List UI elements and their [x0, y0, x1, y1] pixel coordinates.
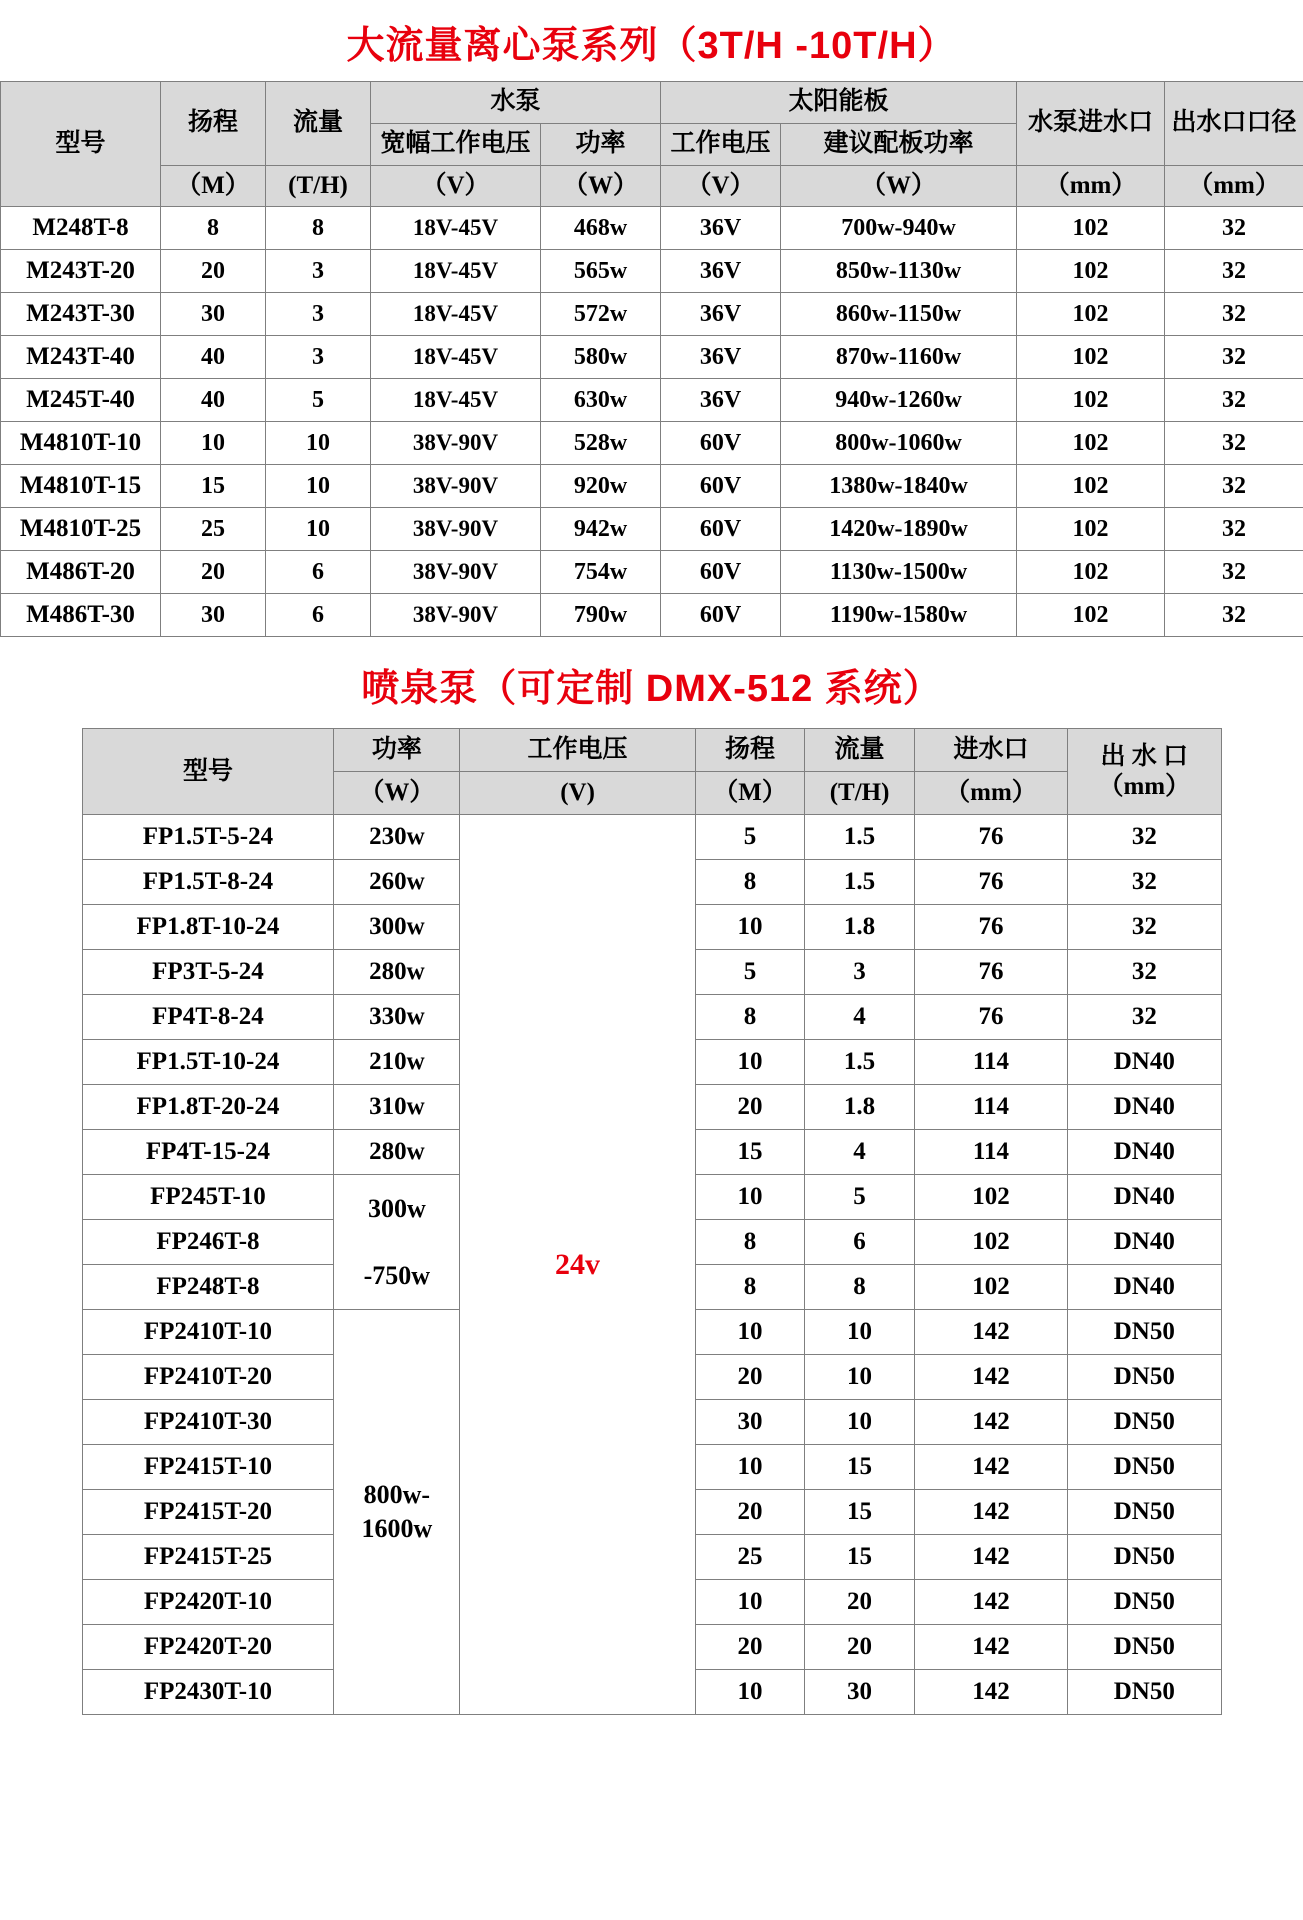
cell-power: 260w — [334, 860, 460, 905]
cell-inlet: 76 — [914, 860, 1067, 905]
table-two-header — [82, 729, 1221, 815]
cell-wide-voltage: 38V-90V — [371, 422, 541, 465]
cell-flow: 10 — [805, 1310, 915, 1355]
table-row — [1, 508, 1303, 551]
cell-inlet: 102 — [1017, 250, 1165, 293]
cell-power: 210w — [334, 1040, 460, 1085]
cell-wide-voltage: 38V-90V — [371, 508, 541, 551]
cell-power: 300w — [334, 905, 460, 950]
unit-head-2: （M） — [695, 772, 805, 815]
table-one-header — [1, 82, 1303, 207]
cell-head: 15 — [695, 1130, 805, 1175]
cell-inlet: 102 — [1017, 293, 1165, 336]
cell-flow: 3 — [266, 250, 371, 293]
col-voltage-2: 工作电压 — [460, 729, 695, 772]
cell-model: FP1.8T-10-24 — [82, 905, 334, 950]
cell-flow: 1.5 — [805, 815, 915, 860]
cell-outlet: 32 — [1068, 995, 1221, 1040]
cell-head: 10 — [695, 1580, 805, 1625]
cell-inlet: 142 — [914, 1400, 1067, 1445]
cell-head: 8 — [695, 1265, 805, 1310]
cell-power-group-2: 800w- 1600w — [334, 1310, 460, 1715]
col-head: 扬程 — [161, 82, 266, 166]
cell-outlet: 32 — [1068, 815, 1221, 860]
cell-outlet: 32 — [1165, 551, 1303, 594]
cell-work-voltage: 60V — [661, 508, 781, 551]
cell-power: 580w — [541, 336, 661, 379]
cell-head: 20 — [161, 250, 266, 293]
cell-flow: 6 — [266, 551, 371, 594]
cell-wide-voltage: 38V-90V — [371, 594, 541, 637]
cell-head: 25 — [161, 508, 266, 551]
cell-flow: 1.5 — [805, 860, 915, 905]
header-main-row — [82, 729, 1221, 772]
unit-wide-voltage: （V） — [371, 165, 541, 207]
cell-inlet: 142 — [914, 1580, 1067, 1625]
group-pump: 水泵 — [371, 82, 661, 124]
cell-outlet: DN50 — [1068, 1580, 1221, 1625]
section1-title: 大流量离心泵系列（3T/H -10T/H） — [346, 25, 957, 67]
cell-panel-power: 1190w-1580w — [781, 594, 1017, 637]
cell-outlet: 32 — [1165, 465, 1303, 508]
unit-power: （W） — [541, 165, 661, 207]
cell-head: 5 — [695, 950, 805, 995]
table-row — [1, 465, 1303, 508]
cell-work-voltage: 60V — [661, 594, 781, 637]
cell-flow: 4 — [805, 1130, 915, 1175]
col-model: 型号 — [1, 82, 161, 207]
cell-model: FP1.5T-10-24 — [82, 1040, 334, 1085]
cell-flow: 8 — [805, 1265, 915, 1310]
cell-flow: 1.8 — [805, 1085, 915, 1130]
cell-model: M248T-8 — [1, 207, 161, 250]
cell-panel-power: 870w-1160w — [781, 336, 1017, 379]
cell-head: 8 — [695, 1220, 805, 1265]
cell-flow: 3 — [805, 950, 915, 995]
cell-power: 790w — [541, 594, 661, 637]
col-power-2: 功率 — [334, 729, 460, 772]
cell-outlet: DN50 — [1068, 1400, 1221, 1445]
cell-flow: 20 — [805, 1625, 915, 1670]
cell-work-voltage: 60V — [661, 465, 781, 508]
cell-outlet: 32 — [1165, 422, 1303, 465]
cell-flow: 8 — [266, 207, 371, 250]
cell-power: 280w — [334, 1130, 460, 1175]
cell-outlet: 32 — [1165, 293, 1303, 336]
unit-flow: (T/H) — [266, 165, 371, 207]
col-outlet: 出水口口径 — [1165, 82, 1303, 166]
cell-power: 572w — [541, 293, 661, 336]
cell-head: 10 — [695, 1040, 805, 1085]
cell-head: 30 — [161, 293, 266, 336]
cell-panel-power: 800w-1060w — [781, 422, 1017, 465]
cell-inlet: 102 — [1017, 207, 1165, 250]
col-panel-power: 建议配板功率 — [781, 123, 1017, 165]
cell-wide-voltage: 18V-45V — [371, 336, 541, 379]
cell-panel-power: 850w-1130w — [781, 250, 1017, 293]
unit-power-2: （W） — [334, 772, 460, 815]
cell-work-voltage: 36V — [661, 336, 781, 379]
centrifugal-pump-table — [0, 81, 1303, 637]
col-inlet-2: 进水口 — [914, 729, 1067, 772]
cell-outlet: 32 — [1165, 508, 1303, 551]
cell-flow: 5 — [266, 379, 371, 422]
cell-model: FP2415T-10 — [82, 1445, 334, 1490]
col-model-2: 型号 — [82, 729, 334, 815]
cell-inlet: 102 — [1017, 465, 1165, 508]
unit-head: （M） — [161, 165, 266, 207]
col-power: 功率 — [541, 123, 661, 165]
cell-model: M243T-40 — [1, 336, 161, 379]
cell-head: 20 — [695, 1085, 805, 1130]
col-flow: 流量 — [266, 82, 371, 166]
cell-head: 30 — [695, 1400, 805, 1445]
cell-model: FP4T-8-24 — [82, 995, 334, 1040]
table-row — [1, 379, 1303, 422]
cell-model: FP2410T-10 — [82, 1310, 334, 1355]
cell-inlet: 102 — [1017, 508, 1165, 551]
cell-voltage-merged: 24v — [460, 815, 695, 1715]
table-two-body — [82, 815, 1221, 1715]
cell-outlet: DN50 — [1068, 1490, 1221, 1535]
section2-title: 喷泉泵（可定制 DMX-512 系统） — [361, 668, 942, 711]
table-row — [1, 207, 1303, 250]
cell-inlet: 102 — [914, 1220, 1067, 1265]
cell-model: FP3T-5-24 — [82, 950, 334, 995]
cell-model: M4810T-15 — [1, 465, 161, 508]
cell-flow: 30 — [805, 1670, 915, 1715]
cell-power: 280w — [334, 950, 460, 995]
cell-work-voltage: 60V — [661, 551, 781, 594]
cell-inlet: 142 — [914, 1625, 1067, 1670]
cell-outlet: 32 — [1165, 250, 1303, 293]
cell-flow: 15 — [805, 1535, 915, 1580]
cell-flow: 3 — [266, 293, 371, 336]
cell-wide-voltage: 18V-45V — [371, 293, 541, 336]
table-row — [1, 336, 1303, 379]
unit-inlet-2: （mm） — [914, 772, 1067, 815]
cell-outlet: DN50 — [1068, 1355, 1221, 1400]
cell-model: FP2420T-20 — [82, 1625, 334, 1670]
cell-flow: 3 — [266, 336, 371, 379]
cell-power: 630w — [541, 379, 661, 422]
cell-inlet: 142 — [914, 1310, 1067, 1355]
table-row — [1, 250, 1303, 293]
cell-flow: 10 — [805, 1400, 915, 1445]
cell-head: 40 — [161, 379, 266, 422]
cell-model: M4810T-10 — [1, 422, 161, 465]
cell-flow: 10 — [266, 465, 371, 508]
cell-model: M243T-20 — [1, 250, 161, 293]
cell-flow: 10 — [805, 1355, 915, 1400]
table-row — [82, 815, 1221, 860]
cell-inlet: 142 — [914, 1535, 1067, 1580]
cell-panel-power: 860w-1150w — [781, 293, 1017, 336]
cell-outlet: DN40 — [1068, 1265, 1221, 1310]
cell-panel-power: 1130w-1500w — [781, 551, 1017, 594]
cell-model: M4810T-25 — [1, 508, 161, 551]
cell-inlet: 102 — [1017, 594, 1165, 637]
cell-head: 20 — [161, 551, 266, 594]
cell-inlet: 102 — [1017, 379, 1165, 422]
cell-flow: 1.5 — [805, 1040, 915, 1085]
cell-head: 15 — [161, 465, 266, 508]
cell-wide-voltage: 18V-45V — [371, 379, 541, 422]
cell-model: M243T-30 — [1, 293, 161, 336]
cell-inlet: 102 — [1017, 422, 1165, 465]
cell-model: FP2430T-10 — [82, 1670, 334, 1715]
col-inlet: 水泵进水口 — [1017, 82, 1165, 166]
cell-head: 20 — [695, 1355, 805, 1400]
cell-model: FP245T-10 — [82, 1175, 334, 1220]
cell-flow: 10 — [266, 422, 371, 465]
unit-voltage-2: (V) — [460, 772, 695, 815]
unit-outlet: （mm） — [1165, 165, 1303, 207]
cell-power: 230w — [334, 815, 460, 860]
cell-model: M245T-40 — [1, 379, 161, 422]
col-head-2: 扬程 — [695, 729, 805, 772]
cell-outlet: DN40 — [1068, 1175, 1221, 1220]
header-group-row — [1, 82, 1303, 124]
cell-model: M486T-30 — [1, 594, 161, 637]
cell-model: FP1.5T-8-24 — [82, 860, 334, 905]
cell-inlet: 102 — [914, 1265, 1067, 1310]
cell-power: 310w — [334, 1085, 460, 1130]
cell-outlet: DN50 — [1068, 1310, 1221, 1355]
cell-head: 8 — [695, 860, 805, 905]
cell-outlet: 32 — [1068, 905, 1221, 950]
cell-inlet: 142 — [914, 1445, 1067, 1490]
cell-flow: 5 — [805, 1175, 915, 1220]
col-flow-2: 流量 — [805, 729, 915, 772]
cell-head: 5 — [695, 815, 805, 860]
table-row — [1, 551, 1303, 594]
cell-model: FP2415T-25 — [82, 1535, 334, 1580]
cell-panel-power: 1380w-1840w — [781, 465, 1017, 508]
cell-outlet: DN40 — [1068, 1130, 1221, 1175]
cell-power: 565w — [541, 250, 661, 293]
unit-panel-power: （W） — [781, 165, 1017, 207]
cell-inlet: 114 — [914, 1130, 1067, 1175]
cell-power: 468w — [541, 207, 661, 250]
cell-wide-voltage: 18V-45V — [371, 207, 541, 250]
table-row — [1, 422, 1303, 465]
cell-model: FP1.5T-5-24 — [82, 815, 334, 860]
table-row — [1, 594, 1303, 637]
cell-head: 30 — [161, 594, 266, 637]
cell-model: M486T-20 — [1, 551, 161, 594]
cell-head: 10 — [695, 1310, 805, 1355]
cell-inlet: 142 — [914, 1490, 1067, 1535]
cell-head: 20 — [695, 1625, 805, 1670]
cell-model: FP2410T-30 — [82, 1400, 334, 1445]
cell-inlet: 102 — [1017, 551, 1165, 594]
cell-inlet: 76 — [914, 950, 1067, 995]
cell-model: FP2410T-20 — [82, 1355, 334, 1400]
cell-head: 10 — [161, 422, 266, 465]
cell-inlet: 142 — [914, 1670, 1067, 1715]
cell-flow: 6 — [266, 594, 371, 637]
col-work-voltage: 工作电压 — [661, 123, 781, 165]
cell-inlet: 114 — [914, 1085, 1067, 1130]
cell-outlet: 32 — [1068, 950, 1221, 995]
cell-flow: 15 — [805, 1445, 915, 1490]
cell-power: 330w — [334, 995, 460, 1040]
cell-work-voltage: 36V — [661, 293, 781, 336]
cell-outlet: DN50 — [1068, 1625, 1221, 1670]
cell-outlet: DN50 — [1068, 1670, 1221, 1715]
cell-wide-voltage: 38V-90V — [371, 551, 541, 594]
col-outlet-2: 出 水 口（mm） — [1068, 729, 1221, 815]
cell-panel-power: 940w-1260w — [781, 379, 1017, 422]
cell-outlet: 32 — [1165, 336, 1303, 379]
cell-inlet: 142 — [914, 1355, 1067, 1400]
cell-outlet: DN50 — [1068, 1445, 1221, 1490]
cell-model: FP1.8T-20-24 — [82, 1085, 334, 1130]
cell-inlet: 102 — [914, 1175, 1067, 1220]
cell-work-voltage: 36V — [661, 250, 781, 293]
group-solar: 太阳能板 — [661, 82, 1017, 124]
cell-model: FP2415T-20 — [82, 1490, 334, 1535]
cell-head: 10 — [695, 1175, 805, 1220]
cell-work-voltage: 60V — [661, 422, 781, 465]
cell-outlet: DN40 — [1068, 1220, 1221, 1265]
cell-head: 8 — [695, 995, 805, 1040]
cell-work-voltage: 36V — [661, 379, 781, 422]
cell-panel-power: 700w-940w — [781, 207, 1017, 250]
cell-power-group-1: 300w -750w — [334, 1175, 460, 1310]
cell-head: 8 — [161, 207, 266, 250]
cell-flow: 4 — [805, 995, 915, 1040]
table-row — [1, 293, 1303, 336]
cell-model: FP4T-15-24 — [82, 1130, 334, 1175]
cell-flow: 10 — [266, 508, 371, 551]
cell-flow: 20 — [805, 1580, 915, 1625]
unit-flow-2: (T/H) — [805, 772, 915, 815]
cell-flow: 1.8 — [805, 905, 915, 950]
cell-outlet: 32 — [1068, 860, 1221, 905]
fountain-pump-table — [82, 728, 1222, 1715]
unit-work-voltage: （V） — [661, 165, 781, 207]
cell-head: 25 — [695, 1535, 805, 1580]
unit-inlet: （mm） — [1017, 165, 1165, 207]
cell-model: FP2420T-10 — [82, 1580, 334, 1625]
table-one-body — [1, 207, 1303, 637]
cell-head: 40 — [161, 336, 266, 379]
cell-wide-voltage: 38V-90V — [371, 465, 541, 508]
cell-head: 10 — [695, 1670, 805, 1715]
cell-inlet: 102 — [1017, 336, 1165, 379]
cell-outlet: 32 — [1165, 207, 1303, 250]
cell-power: 528w — [541, 422, 661, 465]
cell-panel-power: 1420w-1890w — [781, 508, 1017, 551]
cell-outlet: DN50 — [1068, 1535, 1221, 1580]
cell-outlet: 32 — [1165, 594, 1303, 637]
cell-head: 10 — [695, 1445, 805, 1490]
header-unit-row — [1, 165, 1303, 207]
cell-model: FP248T-8 — [82, 1265, 334, 1310]
cell-flow: 6 — [805, 1220, 915, 1265]
cell-inlet: 76 — [914, 815, 1067, 860]
cell-outlet: DN40 — [1068, 1040, 1221, 1085]
cell-flow: 15 — [805, 1490, 915, 1535]
cell-power: 942w — [541, 508, 661, 551]
cell-inlet: 114 — [914, 1040, 1067, 1085]
cell-power: 754w — [541, 551, 661, 594]
cell-power: 920w — [541, 465, 661, 508]
cell-inlet: 76 — [914, 995, 1067, 1040]
cell-outlet: DN40 — [1068, 1085, 1221, 1130]
cell-head: 10 — [695, 905, 805, 950]
cell-wide-voltage: 18V-45V — [371, 250, 541, 293]
cell-head: 20 — [695, 1490, 805, 1535]
col-wide-voltage: 宽幅工作电压 — [371, 123, 541, 165]
cell-model: FP246T-8 — [82, 1220, 334, 1265]
cell-work-voltage: 36V — [661, 207, 781, 250]
cell-outlet: 32 — [1165, 379, 1303, 422]
cell-inlet: 76 — [914, 905, 1067, 950]
